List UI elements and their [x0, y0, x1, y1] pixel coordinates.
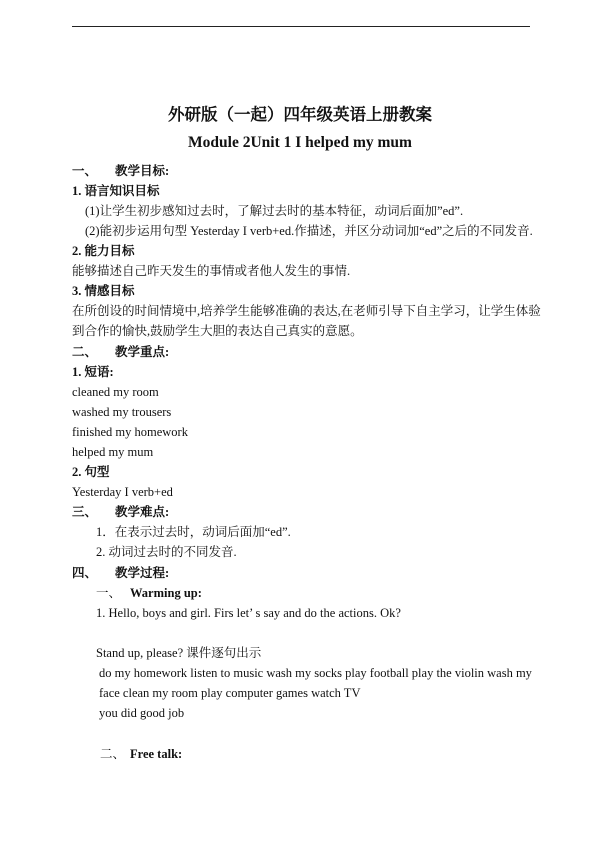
section-4-number: 四、 [72, 566, 98, 580]
section-2-number: 二、 [72, 345, 98, 359]
phrase-3: finished my homework [72, 425, 188, 439]
section-2-item-1: 1. 短语: [72, 365, 114, 379]
document-title: 外研版（一起）四年级英语上册教案 [168, 105, 432, 124]
subsection-1-number: 一、 [96, 586, 122, 600]
section-2-title: 教学重点: [115, 345, 170, 359]
warmup-line-3: do my homework listen to music wash my socks play football play the violin wash my [99, 666, 532, 680]
section-2-item-2: 2. 句型 [72, 465, 110, 479]
section-3-item-1: 1．在表示过去时，动词后面加“ed”. [96, 525, 291, 539]
section-4-title: 教学过程: [115, 566, 170, 580]
phrase-4: helped my mum [72, 445, 154, 459]
warmup-line-2: Stand up, please? 课件逐句出示 [96, 646, 262, 660]
section-1-item-3: 3. 情感目标 [72, 284, 135, 298]
section-1-item-3a: 在所创设的时间情境中,培养学生能够准确的表达,在老师引导下自主学习，让学生体验 [72, 304, 541, 318]
subsection-1-title: Warming up: [130, 586, 202, 600]
section-3-item-2: 2. 动词过去时的不同发音. [96, 545, 237, 559]
subsection-2-title: Free talk: [130, 747, 183, 761]
section-1-title: 教学目标: [115, 164, 170, 178]
subsection-2-number: 二、 [100, 747, 126, 761]
warmup-line-1: 1. Hello, boys and girl. Firs let’ s say and do the actions. Ok? [96, 606, 401, 620]
phrase-1: cleaned my room [72, 385, 159, 399]
section-3-title: 教学难点: [115, 505, 170, 519]
document-subtitle: Module 2Unit 1 I helped my mum [188, 134, 412, 151]
section-3-number: 三、 [72, 505, 98, 519]
section-1-item-3b: 到合作的愉快,鼓励学生大胆的表达自己真实的意愿。 [72, 324, 363, 338]
sentence-pattern: Yesterday I verb+ed [72, 485, 173, 499]
section-1-item-1a: (1)让学生初步感知过去时，了解过去时的基本特征，动词后面加”ed”. [85, 204, 464, 218]
section-1-item-2: 2. 能力目标 [72, 244, 135, 258]
warmup-line-4: face clean my room play computer games watch TV [99, 686, 361, 700]
section-1-item-1: 1. 语言知识目标 [72, 184, 160, 198]
section-1-item-1b: (2)能初步运用句型 Yesterday I verb+ed.作描述，并区分动词加“ed”之后的不同发音. [85, 224, 533, 238]
phrase-2: washed my trousers [72, 405, 172, 419]
section-1-number: 一、 [72, 164, 98, 178]
header-rule [72, 26, 530, 27]
section-1-item-2a: 能够描述自己昨天发生的事情或者他人发生的事情. [72, 264, 351, 278]
warmup-line-5: you did good job [99, 706, 185, 720]
